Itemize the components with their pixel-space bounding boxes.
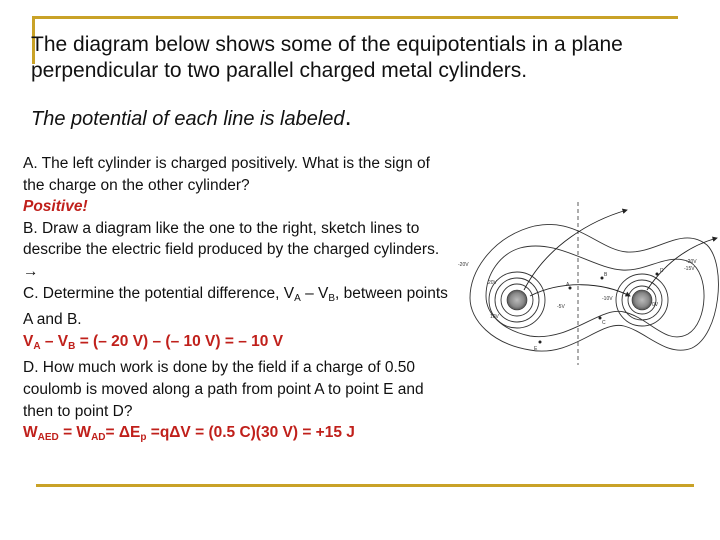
label-minus5v: -5V <box>557 304 565 310</box>
part-c-answer-mid: – V <box>40 332 69 350</box>
part-c-dash: – V <box>300 284 329 302</box>
point-d-marker <box>656 273 659 276</box>
left-cylinder <box>507 290 527 310</box>
field-line-upper <box>524 210 627 290</box>
part-d-question: D. How much work is done by the field if a charge of 0.50 coulomb is moved along a path from point A to point E and then to point D? <box>23 359 424 420</box>
label-e: E <box>534 346 538 352</box>
part-d-sub1: AED <box>37 432 59 444</box>
part-c-sub-b: B <box>328 292 336 304</box>
slide-title: The diagram below shows some of the equipotentials in a plane perpendicular to two parallel charged metal cylinders. <box>31 33 623 82</box>
part-a-answer: Positive! <box>23 198 88 216</box>
label-0v: 0V <box>652 302 659 308</box>
part-d-eq1: = W <box>58 424 92 442</box>
label-d: D <box>660 268 664 274</box>
part-c-prefix: C. Determine the potential difference, V <box>23 284 295 302</box>
label-b: B <box>604 272 608 278</box>
right-cylinder <box>632 290 652 310</box>
part-b-text: B. Draw a diagram like the one to the right, sketch lines to describe the electric field produced by the charged cylinders. <box>23 219 440 259</box>
subtitle-period: . <box>344 101 352 131</box>
part-c-answer-rest: = (– 20 V) – (– 10 V) = – 10 V <box>75 332 284 350</box>
top-accent-rule <box>32 16 678 19</box>
part-b-question <box>23 218 453 283</box>
point-e-marker <box>539 341 542 344</box>
part-c-answer-sub-b: B <box>68 340 76 352</box>
part-d-answer <box>23 422 453 449</box>
label-a: A <box>566 282 570 288</box>
part-c-answer <box>23 331 453 358</box>
label-minus15v: -15V <box>684 266 695 272</box>
subtitle-text: The potential of each line is labeled <box>31 108 345 130</box>
part-c-question <box>23 283 453 331</box>
part-c-suffix: , between points A and B. <box>23 284 448 329</box>
part-a-question: A. The left cylinder is charged positively. What is the sign of the charge on the other cylinder? <box>23 155 430 194</box>
label-minus20v-left: -20V <box>458 262 469 268</box>
equipotential-diagram <box>452 200 720 372</box>
part-d-w1: W <box>23 424 38 442</box>
part-c-sub-a: A <box>294 292 301 304</box>
part-d-sub3: p <box>140 432 147 444</box>
part-c-answer-v: V <box>23 332 34 350</box>
part-d-sub2: AD <box>91 432 106 444</box>
part-d-rest: =qΔV = (0.5 C)(30 V) = +15 J <box>146 424 355 442</box>
part-d-eq2: = ΔE <box>105 424 141 442</box>
label-20v: 20V <box>488 280 497 286</box>
label-minus10v: -10V <box>602 296 613 302</box>
field-line-center <box>530 285 630 296</box>
question-body <box>23 153 453 449</box>
arrow-right-icon: → <box>23 262 39 280</box>
bottom-accent-rule <box>36 484 694 487</box>
label-minus20v-right: -20V <box>686 259 697 265</box>
part-c-answer-sub-a: A <box>33 340 41 352</box>
slide-subtitle <box>31 101 352 132</box>
label-c: C <box>602 320 606 326</box>
label-10v: 10V <box>490 314 499 320</box>
